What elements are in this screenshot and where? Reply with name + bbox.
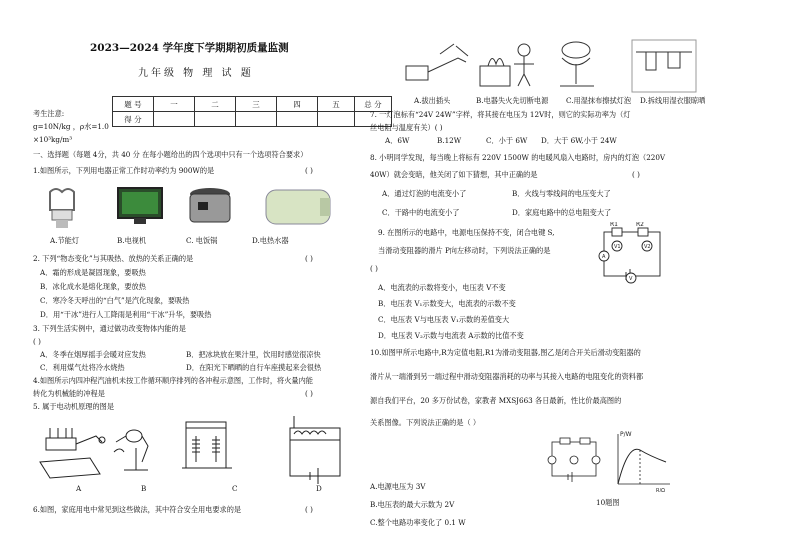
q2-option-b: B．冰化成水是熔化现象，要放热 — [40, 282, 146, 291]
q5-diagram-d — [290, 416, 340, 484]
q10-line-3: 源自我们平台，20 多万份试卷，家教者 MXSJ663 各日最新，性比价最高图的 — [370, 396, 622, 405]
q7-stem: 7. 一灯泡标有“24V 24W”字样，将其接在电压为 12V时，则它的实际功率为（灯 — [370, 110, 631, 119]
wipe-bulb-icon — [560, 42, 594, 86]
q6-safety-images — [400, 36, 702, 96]
q5-diagram-c — [182, 422, 232, 468]
score-table — [112, 96, 392, 127]
q5-diagram-b — [114, 430, 148, 470]
unplug-icon — [406, 44, 468, 80]
score-header-cell: 题 号 — [113, 97, 154, 112]
q7-option-d: D．大于 6W,小于 24W — [541, 136, 617, 145]
q4-stem: 4.如图所示内四冲程汽油机未按工作循环顺序排列的各冲程示意图，工作时，将火量内能 — [33, 376, 313, 385]
q5-label-a: A — [76, 484, 82, 493]
notes-label: 考生注意: — [33, 109, 65, 118]
svg-text:R2: R2 — [636, 222, 644, 228]
tv-icon — [118, 188, 162, 224]
q8-line-2: 40W）就会变暗，他关闭了如下猜想，其中正确的是 — [370, 170, 538, 179]
q1-option-b: B.电视机 — [117, 236, 147, 245]
q6-caption-c: C.用湿抹布擦拭灯泡 — [566, 96, 632, 105]
q5-stem: 5. 属于电动机原理的图是 — [33, 402, 115, 411]
cfl-bulb-icon — [50, 189, 74, 228]
q9-option-a: A．电流表的示数将变小，电压表 V不变 — [378, 283, 506, 292]
score-cell — [154, 112, 195, 127]
q2-stem: 2. 下列“物态变化”与其吸热、放热的关系正确的是 — [33, 254, 194, 263]
q10-option-a: A.电源电压为 3V — [370, 482, 426, 491]
q10-option-c: C.整个电路功率变化了 0.1 W — [370, 518, 466, 527]
q7-option-c: C．小于 6W — [486, 136, 528, 145]
clothesline-icon — [632, 40, 696, 92]
q9-circuit-diagram — [590, 222, 666, 286]
q2-paren: ( ) — [305, 254, 313, 263]
svg-text:V: V — [629, 276, 633, 282]
q5-diagrams — [36, 412, 352, 492]
q6-stem: 6.如图，家庭用电中常见到这些做法，其中符合安全用电要求的是 — [33, 505, 242, 514]
q8-stem: 8. 小明同学发现，每当晚上将标有 220V 1500W 的电暖风扇入电路时，房内的灯泡（220V — [370, 153, 666, 162]
q1-stem: 1.如图所示，下列用电器正常工作时功率约为 900W的是 — [33, 166, 215, 175]
score-cell — [195, 112, 236, 127]
water-heater-icon — [266, 190, 330, 224]
score-header-cell: 四 — [277, 97, 318, 112]
q3-option-d: D．在阳光下晒晒的自行车座摸起来会很热 — [186, 363, 322, 372]
q3-option-a: A．冬季在烟厚摇手会暖对应发热 — [40, 350, 146, 359]
q10-circuit-and-graph — [546, 430, 674, 492]
svg-text:R1: R1 — [610, 222, 618, 228]
svg-text:V1: V1 — [614, 244, 621, 250]
q3-option-b: B．把冰块放在果汁里，饮用时感觉很凉快 — [186, 350, 321, 359]
q2-option-a: A．霜的形成是凝固现象，要吸热 — [40, 268, 146, 277]
q7-option-a: A．6W — [385, 136, 410, 145]
q5-label-b: B — [141, 484, 147, 493]
q6-caption-d: D.拆线用湿衣服晾晒 — [640, 96, 706, 105]
q10-line-4: 关系图像。下列说法正确的是（ ） — [370, 418, 481, 427]
q6-caption-a: A.拔出插头 — [414, 96, 451, 105]
q4-line-2: 转化为机械能的冲程是 — [33, 389, 105, 398]
q1-option-a: A.节能灯 — [50, 236, 80, 245]
q10-graph — [618, 431, 670, 492]
rice-cooker-icon — [190, 188, 230, 222]
score-header-cell: 一 — [154, 97, 195, 112]
q3-paren: ( ) — [33, 337, 41, 346]
q1-option-d: D.电热水器 — [252, 236, 289, 245]
q2-option-c: C．寒冷冬天呼出的“白气”是汽化现象，要吸热 — [40, 296, 190, 305]
q10-circuit — [548, 438, 600, 482]
q7-option-b: B.12W — [437, 136, 462, 145]
q10-stem: 10.如图甲所示电路中,R为定值电阻,R1为滑动变阻器,图乙是闭合开关后滑动变阻器的 — [370, 348, 641, 357]
q9-paren: ( ) — [370, 264, 378, 273]
svg-text:R/Ω: R/Ω — [656, 488, 665, 492]
q1-paren: ( ) — [305, 166, 313, 175]
q3-stem: 3. 下列生活实例中，通过做功改变物体内能的是 — [33, 324, 186, 333]
fire-icon — [480, 44, 534, 86]
score-row-label: 得 分 — [113, 112, 154, 127]
notes-density-unit: ×10³kg/m³ — [33, 135, 73, 144]
q7-line-2: 丝电阻与温度有关）( ) — [370, 123, 443, 132]
q4-paren: ( ) — [305, 389, 313, 398]
q8-option-c: C．干路中的电流变小了 — [382, 208, 460, 217]
q9-line-2: 当滑动变阻器的滑片 P向左移动时，下列说法正确的是 — [378, 246, 551, 255]
score-cell — [277, 112, 318, 127]
exam-title: 2023—2024 学年度下学期期初质量监测 — [90, 42, 289, 54]
q8-paren: ( ) — [632, 170, 640, 179]
q9-option-c: C．电压表 V与电压表 V₁示数的差值变大 — [378, 315, 510, 324]
q8-option-a: A．通过灯泡的电流变小了 — [382, 189, 467, 198]
q6-caption-b: B.电器失火先切断电源 — [476, 96, 549, 105]
score-header-cell: 五 — [318, 97, 355, 112]
score-cell — [318, 112, 355, 127]
q8-option-d: D．家庭电路中的总电阻变大了 — [512, 208, 612, 217]
q6-paren: ( ) — [305, 505, 313, 514]
q9-stem: 9. 在图所示的电路中，电源电压保持不变，闭合电键 S, — [378, 228, 555, 237]
q9-option-b: B．电压表 V₁示数变大，电流表的示数不变 — [378, 299, 516, 308]
q5-label-d: D — [316, 484, 322, 493]
score-header-cell: 三 — [236, 97, 277, 112]
q10-figure-label: 10题图 — [596, 498, 620, 507]
q8-option-b: B．火线与零线间的电压变大了 — [512, 189, 611, 198]
q3-option-c: C．利用煤气灶将冷水烧热 — [40, 363, 125, 372]
svg-text:A: A — [602, 254, 606, 260]
q5-diagram-a — [40, 428, 105, 478]
svg-text:P/W: P/W — [620, 431, 632, 438]
q2-option-d: D．用“干冰”进行人工降雨是利用“干冰”升华，要吸热 — [40, 310, 212, 319]
score-header-cell: 总 分 — [355, 97, 392, 112]
notes-gravity: g=10N/kg ，ρ水=1.0 — [33, 122, 109, 131]
q1-option-c: C. 电饭锅 — [186, 236, 218, 245]
q10-option-b: B.电压表的最大示数为 2V — [370, 500, 455, 509]
score-header-cell: 二 — [195, 97, 236, 112]
q9-option-d: D．电压表 V₂示数与电流表 A示数的比值不变 — [378, 331, 524, 340]
section-1-heading: 一、选择题（每题 4分，共 40 分 在每小题给出的四个选项中只有一个选项符合要求） — [33, 150, 308, 159]
score-cell — [236, 112, 277, 127]
svg-text:V2: V2 — [644, 244, 651, 250]
q10-line-2: 滑片从一端滑到另一端过程中滑动变阻器消耗的功率与其接入电路的电阻变化的资料都 — [370, 372, 644, 381]
q5-label-c: C — [232, 484, 238, 493]
exam-subtitle: 九年级 物 理 试 题 — [138, 68, 254, 79]
q1-appliance-images — [38, 182, 348, 232]
